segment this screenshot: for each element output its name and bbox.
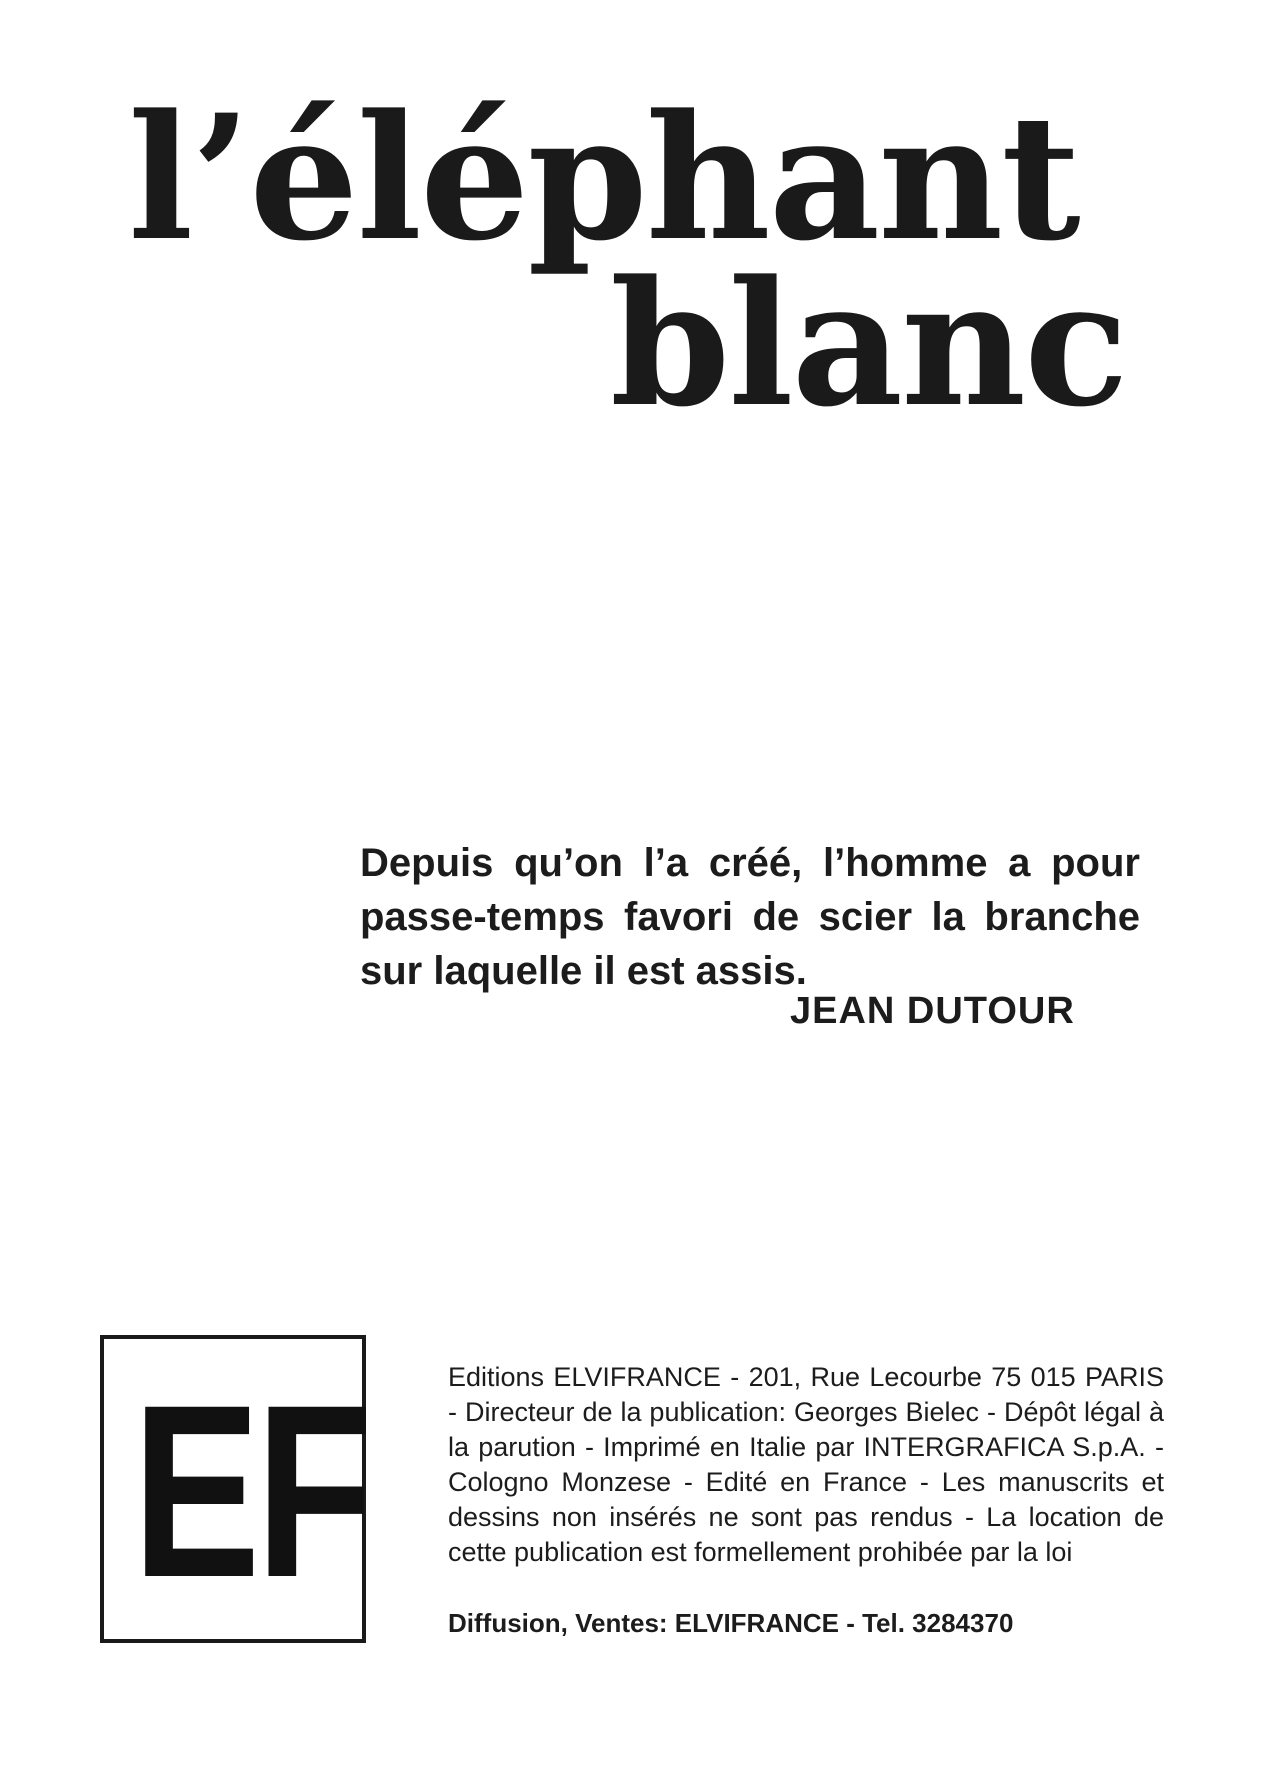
title-line-2: blanc (610, 242, 1127, 445)
diffusion-line: Diffusion, Ventes: ELVIFRANCE - Tel. 3284370 (448, 1608, 1014, 1638)
epigraph-quote: Depuis qu’on l’a créé, l’homme a pour passe-temps favori de scier la branche sur laquelle il est assis. (360, 841, 1140, 993)
publisher-logo (100, 1335, 369, 1643)
title-line-1: l’éléphant (128, 76, 1079, 279)
imprint-text: Editions ELVIFRANCE - 201, Rue Lecourbe 75 015 PARIS - Directeur de la publication: Georges Bielec - Dépôt légal à la parution - Imprimé en Italie par INTERGRAFICA S.p.A. - Cologno Monzese - Edité en France - Les manuscrits et dessins non insérés ne sont pas rendus - La location de cette publication est formellement prohibée par la loi (448, 1362, 1164, 1567)
epigraph-author: JEAN DUTOUR (790, 990, 1075, 1032)
publisher-logo-text: EF (132, 1354, 369, 1629)
